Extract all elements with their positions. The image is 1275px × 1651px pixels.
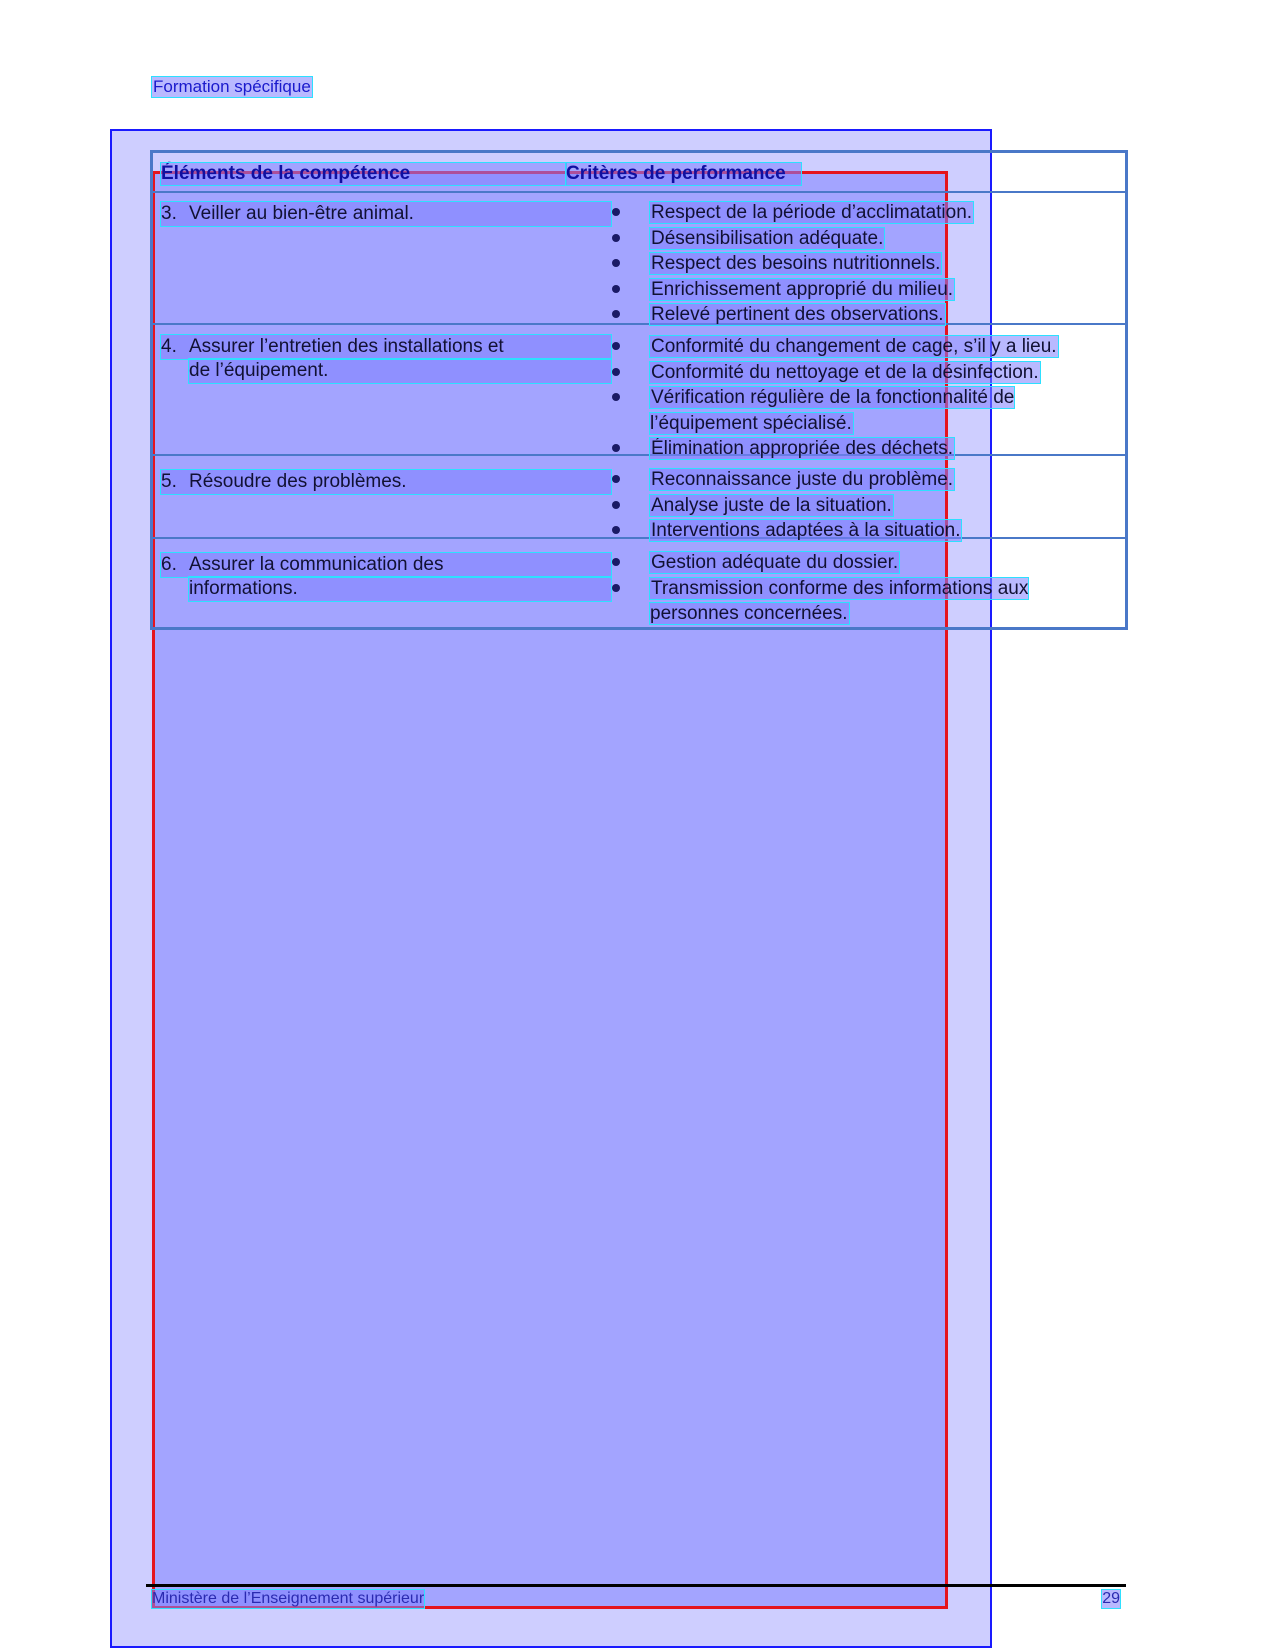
criterion-item: Élimination appropriée des déchets. [612,436,1058,462]
criterion-item: Respect de la période d’acclimatation. [612,200,973,226]
element-text: Veiller au bien-être animal. [189,203,414,224]
column-header-criteria: Critères de performance [566,163,801,185]
element-text: Assurer l’entretien des installations et [189,336,504,357]
bullet-icon [612,234,620,242]
element-number: 4. [161,336,177,357]
bullet-icon [612,444,620,452]
bullet-icon [612,310,620,318]
criterion-item: Vérification régulière de la fonctionnalité de l’équipement spécialisé. [612,385,1045,436]
criteria-list-row-3 [612,200,973,328]
criterion-item: Respect des besoins nutritionnels. [612,251,973,277]
element-number: 5. [161,471,177,492]
criteria-list-row-5 [612,467,961,544]
criteria-list-row-4 [612,334,1058,462]
footer-rule [146,1584,1126,1587]
running-header: Formation spécifique [153,77,311,96]
criterion-item: Relevé pertinent des observations. [612,302,973,328]
table-header-divider [150,191,1128,193]
bullet-icon [612,259,620,267]
element-number: 6. [161,554,177,575]
criterion-item: Interventions adaptées à la situation. [612,518,961,544]
page-number: 29 [1102,1590,1120,1607]
bullet-icon [612,558,620,566]
element-text: Résoudre des problèmes. [189,471,407,492]
column-header-elements: Éléments de la compétence [161,163,566,185]
element-text: Assurer la communication des [189,554,444,575]
bullet-icon [612,584,620,592]
criterion-item: Analyse juste de la situation. [612,493,961,519]
element-row-5 [161,470,611,494]
element-text: de l’équipement. [189,360,329,381]
criteria-list-row-6 [612,550,1070,627]
criterion-item: Désensibilisation adéquate. [612,226,973,252]
bullet-icon [612,475,620,483]
bullet-icon [612,393,620,401]
bullet-icon [612,526,620,534]
bullet-icon [612,342,620,350]
element-number: 3. [161,203,177,224]
bullet-icon [612,501,620,509]
element-row-3 [161,202,611,226]
bullet-icon [612,285,620,293]
element-text: informations. [189,578,298,599]
criterion-item: Transmission conforme des informations aux personnes concernées. [612,576,1070,627]
criterion-item: Enrichissement approprié du milieu. [612,277,973,303]
footer-ministry: Ministère de l’Enseignement supérieur [152,1590,425,1607]
criterion-item: Conformité du changement de cage, s’il y a lieu. [612,334,1058,360]
element-row-6 [161,553,611,601]
criterion-item: Gestion adéquate du dossier. [612,550,1070,576]
criterion-item: Conformité du nettoyage et de la désinfection. [612,360,1058,386]
criterion-item: Reconnaissance juste du problème. [612,467,961,493]
element-row-4 [161,335,611,383]
bullet-icon [612,208,620,216]
bullet-icon [612,368,620,376]
